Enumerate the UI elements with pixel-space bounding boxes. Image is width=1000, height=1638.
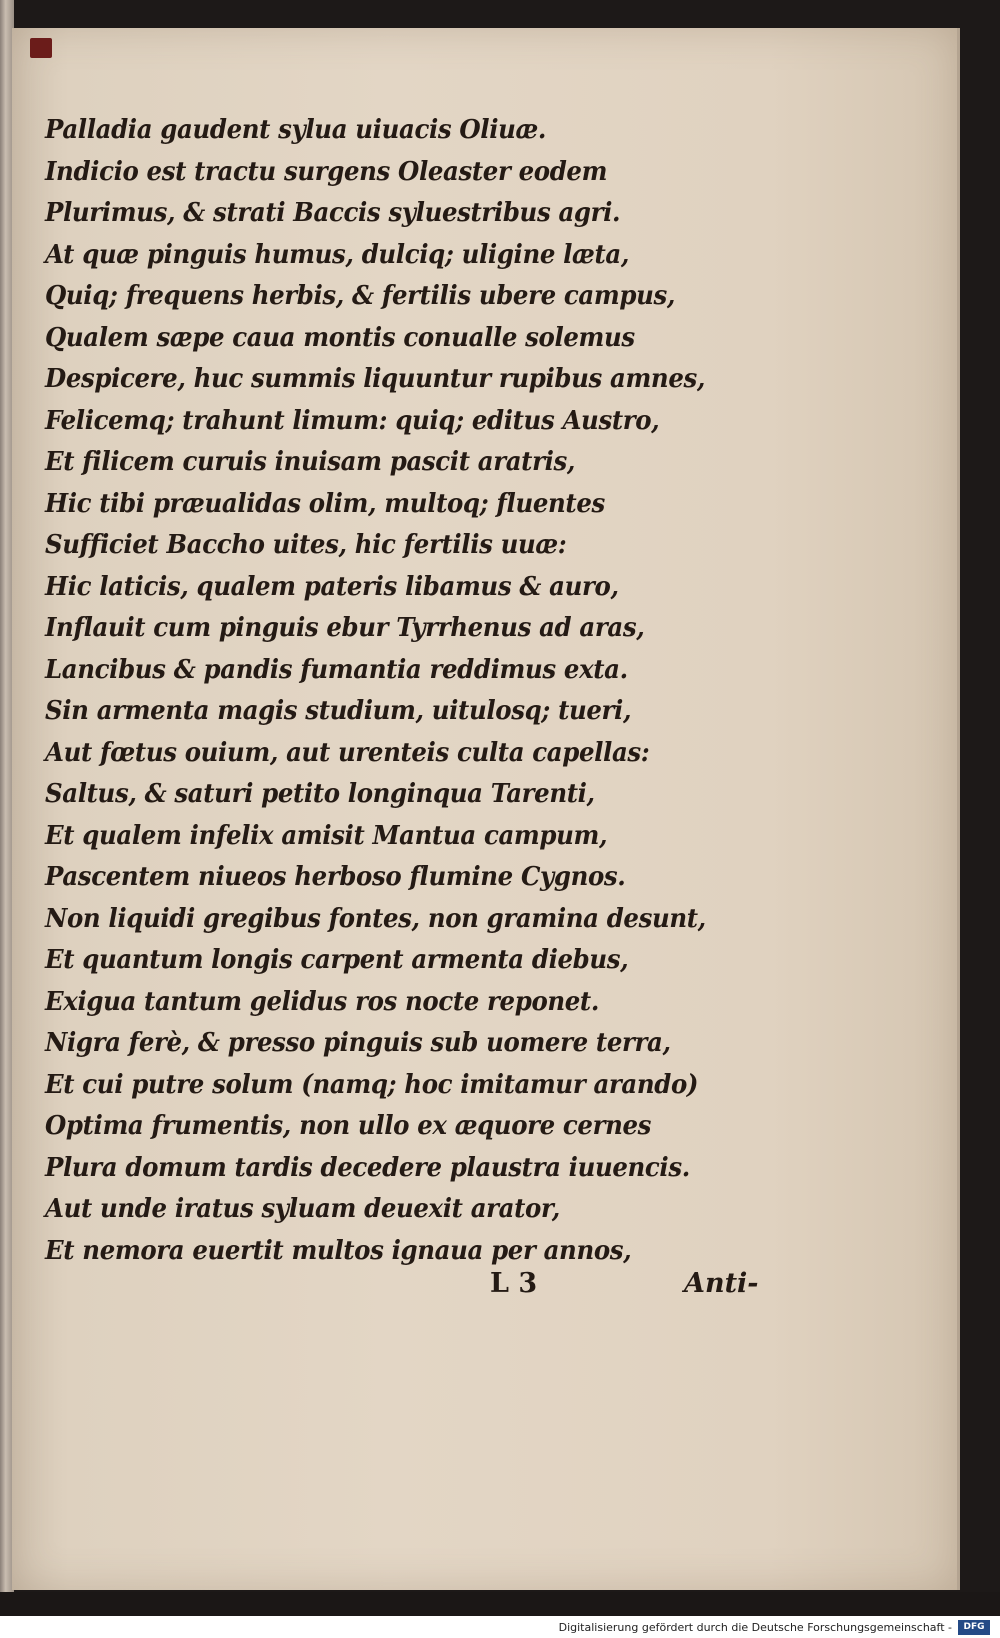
funding-credit: Digitalisierung gefördert durch die Deutsche Forschungsgemeinschaft - [558,1621,952,1634]
verse-text-block [45,110,745,1272]
verse-line: Non liquidi gregibus fontes, non gramina desunt, [45,903,706,934]
verse-line: Palladia gaudent sylua uiuacis Oliuæ. [45,115,547,145]
verse-line: Et nemora euertit multos ignaua per annos, [45,1235,632,1266]
verse-line: Optima frumentis, non ullo ex æquore cernes [45,1111,652,1141]
red-page-marker [30,38,52,58]
verse-line: Quiq; frequens herbis, & fertilis ubere campus, [45,281,675,311]
verse-line: Et filicem curuis inuisam pascit aratris, [45,447,576,477]
verse-line: Despicere, huc summis liquuntur rupibus amnes, [45,364,706,394]
verse-line: Aut fœtus ouium, aut urenteis culta capellas: [45,737,650,768]
catchword: Anti- [684,1268,759,1299]
verse-line: At quæ pinguis humus, dulciq; uligine læta, [45,239,629,270]
verse-line: Plurimus, & strati Baccis syluestribus agri. [45,198,621,228]
verse-line: Exigua tantum gelidus ros nocte reponet. [45,986,599,1017]
verse-line: Inflauit cum pinguis ebur Tyrrhenus ad aras, [45,613,645,643]
footer-dark-band [0,1592,1000,1616]
footer-bar [0,1592,1000,1638]
verse-line: Nigra ferè, & presso pinguis sub uomere terra, [45,1028,671,1058]
verse-line: Plura domum tardis decedere plaustra iuuencis. [45,1152,690,1183]
verse-line: Lancibus & pandis fumantia reddimus exta. [45,654,628,685]
verse-line: Hic laticis, qualem pateris libamus & auro, [45,571,619,602]
dfg-logo-icon: DFG [958,1620,990,1635]
signature-mark: L 3 [490,1268,538,1299]
verse-line: Hic tibi præualidas olim, multoq; fluentes [45,488,605,519]
book-page [12,28,960,1590]
verse-line: Pascentem niueos herboso flumine Cygnos. [45,862,626,892]
verse-line: Felicemq; trahunt limum: quiq; editus Austro, [45,405,660,436]
verse-line: Indicio est tractu surgens Oleaster eodem [45,156,608,187]
verse-line: Et qualem infelix amisit Mantua campum, [45,820,608,851]
verse-line: Aut unde iratus syluam deuexit arator, [45,1194,560,1224]
verse-line: Qualem sæpe caua montis conualle solemus [45,322,635,353]
verse-line: Sin armenta magis studium, uitulosq; tueri, [45,696,632,726]
verse-line: Et cui putre solum (namq; hoc imitamur arando) [45,1069,699,1100]
verse-line: Et quantum longis carpent armenta diebus, [45,945,629,975]
verse-line: Sufficiet Baccho uites, hic fertilis uuæ: [45,530,567,560]
verse-line: Saltus, & saturi petito longinqua Tarenti, [45,779,595,809]
